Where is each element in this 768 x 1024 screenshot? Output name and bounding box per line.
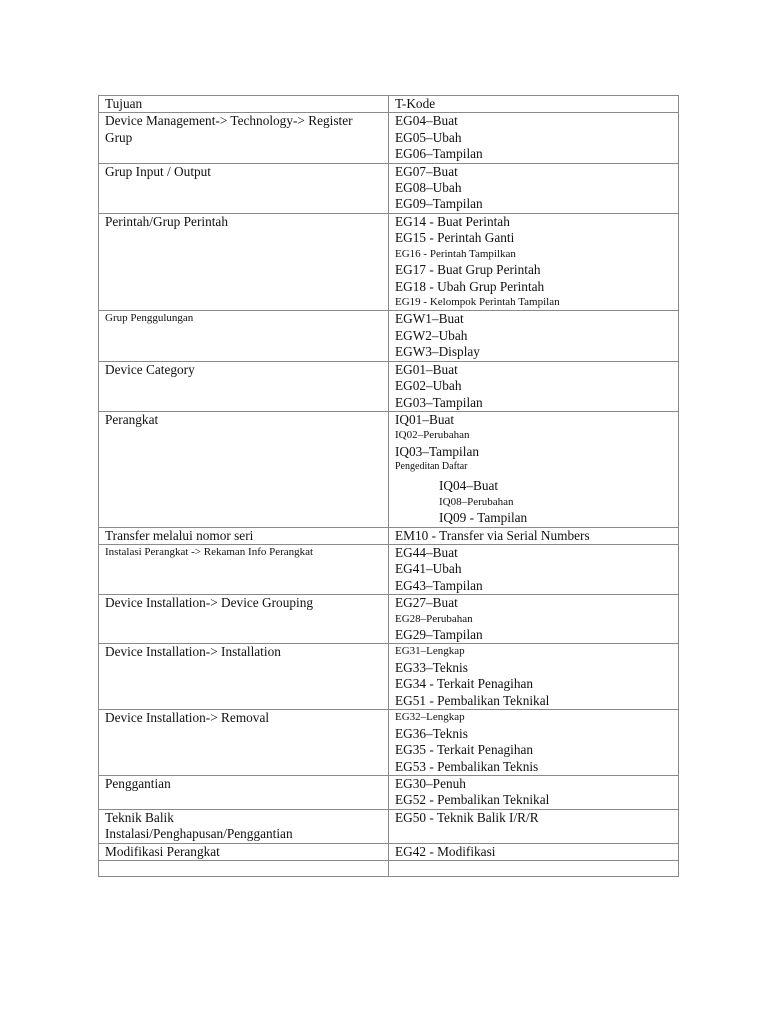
code-cell <box>389 595 679 644</box>
code-line: EGW1–Buat <box>395 311 464 327</box>
purpose-cell <box>99 809 389 843</box>
code-cell <box>389 843 679 860</box>
table-row <box>99 710 679 776</box>
code-line: EG35 - Terkait Penagihan <box>395 742 534 758</box>
code-cell <box>389 163 679 213</box>
table-row <box>99 311 679 361</box>
purpose-cell <box>99 113 389 163</box>
purpose-cell <box>99 644 389 710</box>
purpose-text: Modifikasi Perangkat <box>105 843 220 859</box>
purpose-text: Perintah/Grup Perintah <box>105 213 228 229</box>
purpose-text: Grup Penggulungan <box>105 312 194 325</box>
code-line: EG18 - Ubah Grup Perintah <box>395 278 545 294</box>
code-line: EG01–Buat <box>395 361 458 377</box>
header-tujuan <box>99 96 389 113</box>
code-line: EG06–Tampilan <box>395 146 483 162</box>
purpose-cell <box>99 163 389 213</box>
code-line: IQ03–Tampilan <box>395 443 480 459</box>
purpose-text: Device Category <box>105 361 195 377</box>
code-line: EG03–Tampilan <box>395 394 483 410</box>
code-line: EG34 - Terkait Penagihan <box>395 676 534 692</box>
table-row <box>99 527 679 544</box>
purpose-cell <box>99 527 389 544</box>
code-line: EG19 - Kelompok Perintah Tampilan <box>395 295 560 308</box>
table-row <box>99 809 679 843</box>
code-line: IQ08–Perubahan <box>439 495 514 508</box>
code-cell <box>389 710 679 776</box>
table-row <box>99 113 679 163</box>
table-row <box>99 411 679 527</box>
code-line: EG41–Ubah <box>395 561 462 577</box>
code-line: EM10 - Transfer via Serial Numbers <box>395 527 590 543</box>
code-line: EG28–Perubahan <box>395 612 473 625</box>
table-row <box>99 595 679 644</box>
code-subheading: Pengeditan Daftar <box>395 461 468 473</box>
code-line: EG14 - Buat Perintah <box>395 213 510 229</box>
code-line: IQ01–Buat <box>395 411 455 427</box>
table-row <box>99 843 679 860</box>
table-row-empty <box>99 860 679 876</box>
code-line: EG09–Tampilan <box>395 196 483 212</box>
code-cell <box>389 311 679 361</box>
purpose-text: Device Management-> Technology-> Register Grup <box>105 113 353 145</box>
code-line: EG53 - Pembalikan Teknis <box>395 758 539 774</box>
code-line: EG30–Penuh <box>395 775 466 791</box>
purpose-text: Device Installation-> Removal <box>105 710 270 726</box>
code-cell <box>389 411 679 527</box>
code-line: EG17 - Buat Grup Perintah <box>395 262 541 278</box>
table-row <box>99 163 679 213</box>
table-row <box>99 544 679 594</box>
purpose-cell <box>99 311 389 361</box>
purpose-text: Perangkat <box>105 411 159 427</box>
purpose-text: Device Installation-> Device Grouping <box>105 595 313 611</box>
code-line: EG33–Teknis <box>395 659 468 675</box>
code-line: EG31–Lengkap <box>395 645 465 658</box>
purpose-cell <box>99 710 389 776</box>
code-cell <box>389 361 679 411</box>
purpose-text: Transfer melalui nomor seri <box>105 527 254 543</box>
purpose-cell <box>99 843 389 860</box>
code-line: EG04–Buat <box>395 113 458 129</box>
code-cell <box>389 544 679 594</box>
code-line: EG02–Ubah <box>395 378 462 394</box>
code-cell <box>389 860 679 876</box>
purpose-text: Instalasi Perangkat -> Rekaman Info Perangkat <box>105 545 314 558</box>
code-line: EG42 - Modifikasi <box>395 843 496 859</box>
purpose-cell <box>99 860 389 876</box>
code-line: EG44–Buat <box>395 544 458 560</box>
code-line: EG08–Ubah <box>395 180 462 196</box>
code-line: EG07–Buat <box>395 163 458 179</box>
code-line: EG51 - Pembalikan Teknikal <box>395 692 550 708</box>
purpose-cell <box>99 411 389 527</box>
code-line: EG29–Tampilan <box>395 627 483 643</box>
purpose-cell <box>99 775 389 809</box>
code-line: EG36–Teknis <box>395 725 468 741</box>
purpose-cell <box>99 213 389 311</box>
code-line: IQ02–Perubahan <box>395 429 470 442</box>
header-tkode-label: T-Kode <box>395 96 436 111</box>
code-cell <box>389 775 679 809</box>
code-cell <box>389 809 679 843</box>
code-line: EG15 - Perintah Ganti <box>395 230 515 246</box>
table-row <box>99 213 679 311</box>
code-line: EG05–Ubah <box>395 129 462 145</box>
header-tujuan-label: Tujuan <box>105 96 143 111</box>
code-line: EGW3–Display <box>395 344 480 360</box>
table-row <box>99 361 679 411</box>
code-line: IQ09 - Tampilan <box>439 510 528 526</box>
code-line: EG16 - Perintah Tampilkan <box>395 247 516 260</box>
code-line: EG32–Lengkap <box>395 711 465 724</box>
code-cell <box>389 213 679 311</box>
purpose-cell <box>99 595 389 644</box>
table-row <box>99 775 679 809</box>
code-cell <box>389 644 679 710</box>
purpose-text: Device Installation-> Installation <box>105 644 281 660</box>
code-line: EG43–Tampilan <box>395 577 483 593</box>
table-header-row <box>99 96 679 113</box>
purpose-cell <box>99 544 389 594</box>
code-cell <box>389 527 679 544</box>
purpose-text: Teknik Balik Instalasi/Penghapusan/Penggantian <box>105 809 293 842</box>
code-line: EG52 - Pembalikan Teknikal <box>395 792 550 808</box>
code-cell <box>389 113 679 163</box>
t-code-table <box>98 95 679 877</box>
purpose-text: Grup Input / Output <box>105 163 211 179</box>
purpose-text: Penggantian <box>105 775 171 791</box>
purpose-cell <box>99 361 389 411</box>
table-row <box>99 644 679 710</box>
code-line: EG27–Buat <box>395 595 458 611</box>
code-line: EGW2–Ubah <box>395 327 468 343</box>
code-line: EG50 - Teknik Balik I/R/R <box>395 809 539 825</box>
code-line: IQ04–Buat <box>439 478 499 494</box>
header-tkode <box>389 96 679 113</box>
